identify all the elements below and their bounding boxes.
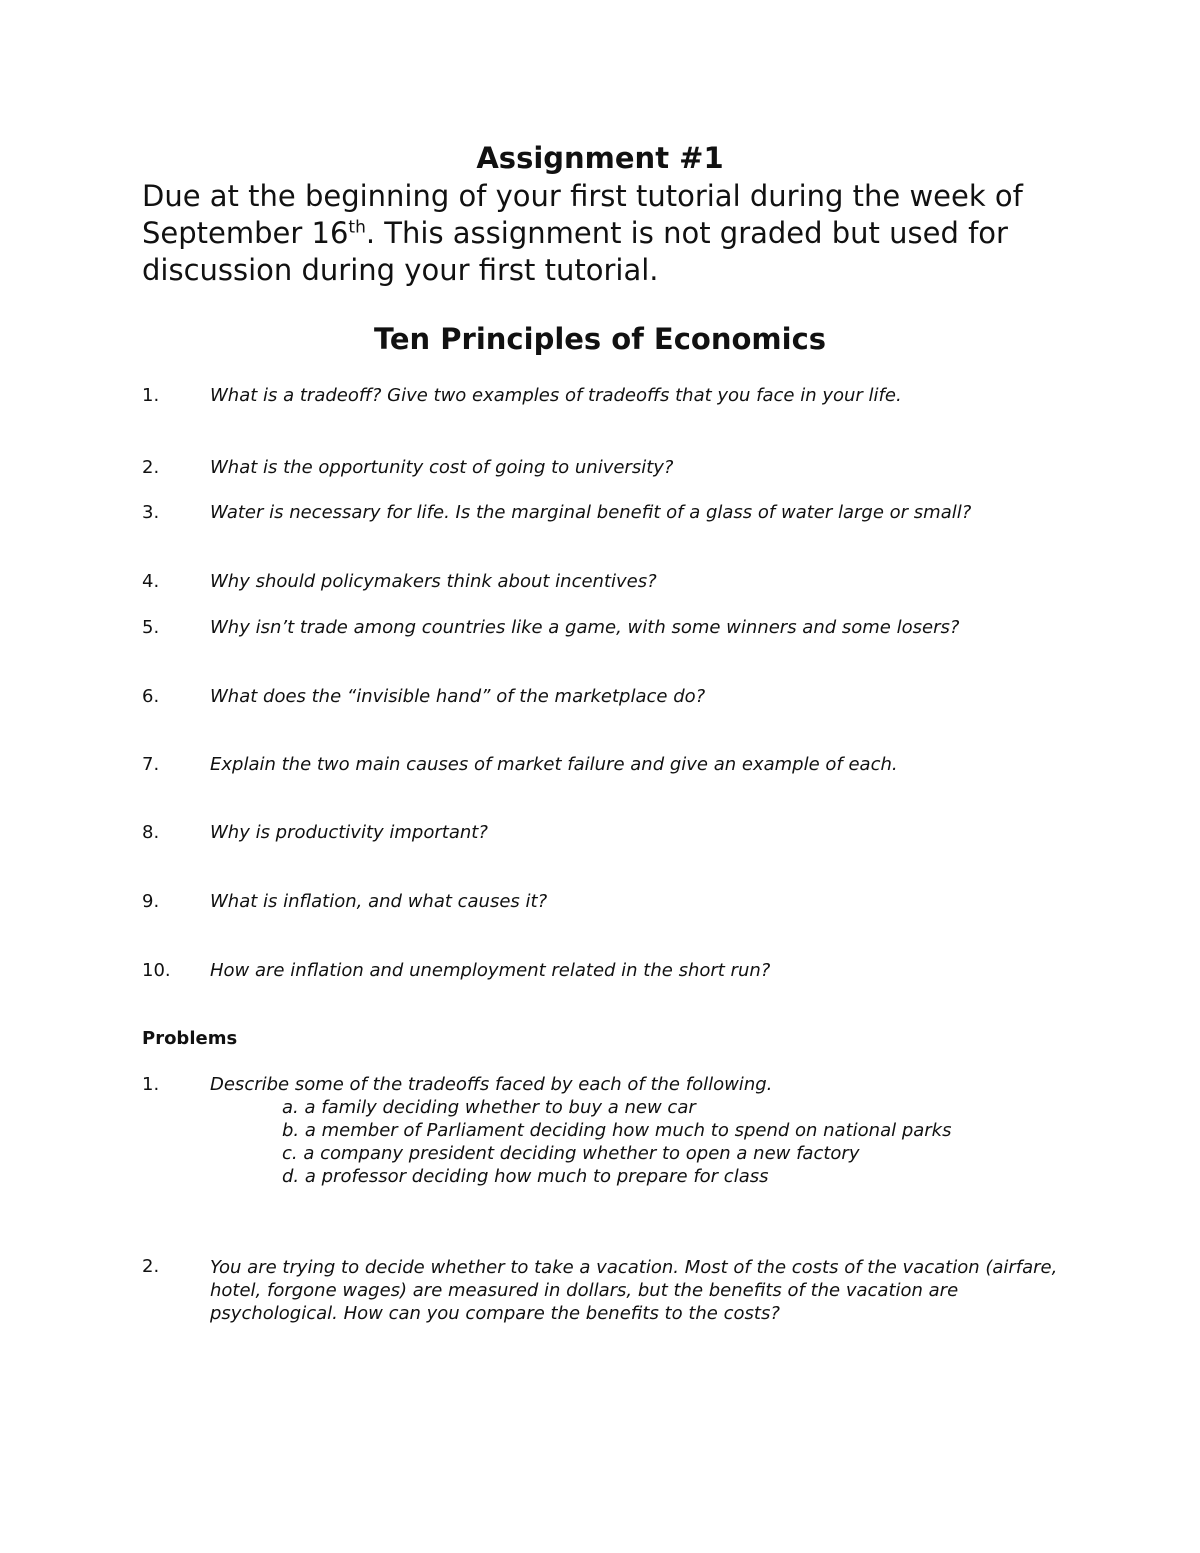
problem-subitem: d. a professor deciding how much to prepare for class (282, 1166, 769, 1187)
assignment-title: Assignment #1 (476, 141, 724, 175)
question-text: What is a tradeoff? Give two examples of tradeoffs that you face in your life. (210, 385, 902, 406)
question-text: What does the “invisible hand” of the marketplace do? (210, 686, 706, 707)
due-text-part-1: Due at the beginning of your first tutorial during the week of September 16 (142, 179, 1023, 250)
question-text: Why is productivity important? (210, 822, 488, 843)
due-text-superscript: th (348, 217, 366, 238)
question-number: 3. (142, 502, 160, 523)
question-number: 6. (142, 686, 160, 707)
question-text: What is inflation, and what causes it? (210, 891, 548, 912)
question-text: What is the opportunity cost of going to university? (210, 457, 674, 478)
problems-heading: Problems (142, 1028, 238, 1049)
due-text-part-2: . This assignment is not graded but used for discussion during your first tutorial. (142, 216, 1008, 287)
problem-subitem: a. a family deciding whether to buy a new car (282, 1097, 696, 1118)
problem-number: 1. (142, 1074, 160, 1095)
question-number: 10. (142, 960, 171, 981)
question-number: 2. (142, 457, 160, 478)
question-number: 8. (142, 822, 160, 843)
question-number: 1. (142, 385, 160, 406)
due-date-note (142, 178, 1072, 289)
question-number: 4. (142, 571, 160, 592)
problem-subitem: c. a company president deciding whether to open a new factory (282, 1143, 860, 1164)
question-text: Explain the two main causes of market failure and give an example of each. (210, 754, 898, 775)
question-text: Why should policymakers think about incentives? (210, 571, 657, 592)
question-text: Why isn’t trade among countries like a game, with some winners and some losers? (210, 617, 960, 638)
question-number: 9. (142, 891, 160, 912)
question-number: 7. (142, 754, 160, 775)
problem-subitem: b. a member of Parliament deciding how much to spend on national parks (282, 1120, 952, 1141)
section-title: Ten Principles of Economics (373, 322, 827, 356)
question-text: How are inflation and unemployment related in the short run? (210, 960, 771, 981)
problem-number: 2. (142, 1256, 160, 1277)
problem-text: Describe some of the tradeoffs faced by each of the following. (210, 1074, 773, 1095)
problem-text: You are trying to decide whether to take a vacation. Most of the costs of the vacation (airfare, hotel, forgone wages) are measured in dollars, but the benefits of the vacation are psychological. How can you compare the benefits to the costs? (210, 1257, 1058, 1324)
question-number: 5. (142, 617, 160, 638)
question-text: Water is necessary for life. Is the marginal benefit of a glass of water large or small? (210, 502, 972, 523)
